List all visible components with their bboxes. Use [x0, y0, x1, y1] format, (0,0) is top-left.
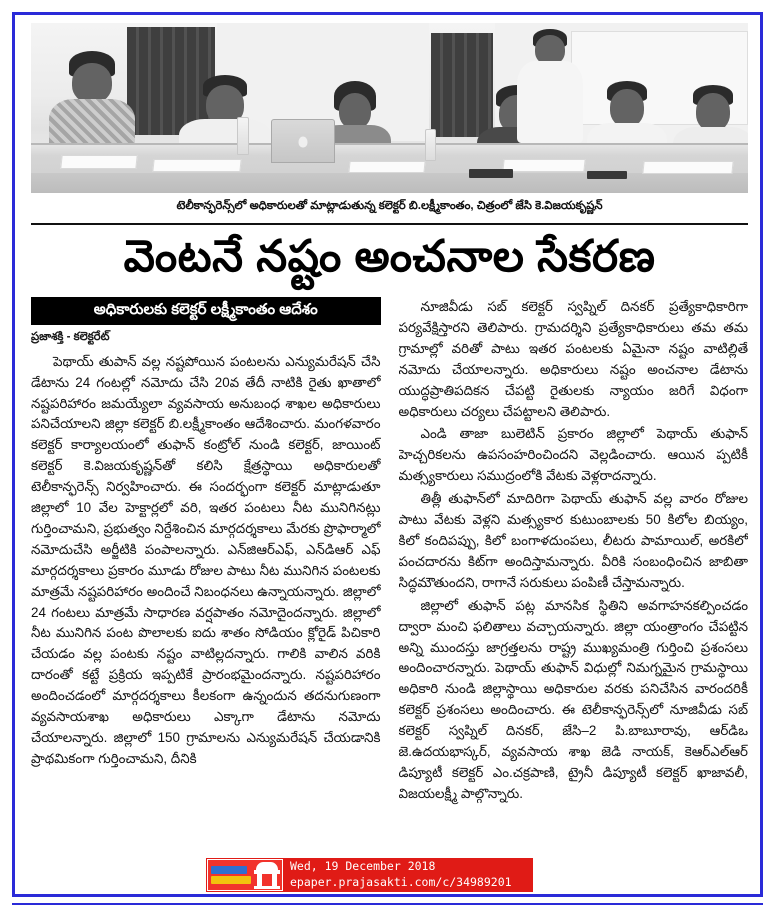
paragraph: నూజివీడు సబ్ కలెక్టర్ స్వప్నిల్ దినకర్ ప్రత్యేకాధికారిగా పర్యవేక్షిస్తారని తెలిపారు. గ్రామదర్శిని ప్రత్యేకాధికారులు తమ తమ గ్రామాల్లో వరితో పాటు ఇతర పంటలకు ఏమైనా నష్టం వాటిల్లితే నమోదు చేయాలన్నారు. అధికారులు నష్టం అంచనాల డేటాను యుద్ధప్రాతిపదికన చేపట్టి రైతులకు న్యాయం జరిగే విధంగా అధికారులు చర్యలు చేపట్టాలని తెలిపారు. [398, 299, 748, 419]
photo-water-bottle [425, 129, 436, 161]
article-column-right [399, 297, 749, 863]
clipping-content [23, 23, 752, 886]
photo-papers [152, 159, 241, 172]
paragraph: తిత్లీ తుఫాన్‌లో మాదిరిగా పెథాయ్ తుఫాన్ వల్ల వారం రోజుల పాటు వేటకు వెళ్లని మత్స్యకార కుటుంబాలకు 50 కిలోల బియ్యం, కిలో కందిపప్పు, కిలో బంగాళదుంపలు, లీటరు పామాయిల్, అరకిలో పంచదారను కిట్‌గా అందిస్తామన్నారు. వీరికి సంబంధించిన జాబితా సిద్ధమౌతుందని, రాగానే సరుకులు పంపిణీ చేస్తామన్నారు. [398, 491, 748, 590]
article-byline: ప్రజాశక్తి - కలెక్టరేట్ [31, 330, 110, 343]
prajasakti-logo [207, 859, 283, 891]
logo-wordmark-line-yellow [211, 876, 251, 884]
paragraph: ఎండి తాజా బులెటిన్ ప్రకారం జిల్లాలో పెథాయ్ తుఫాన్ హెచ్చరికలను ఉపసంహరించిందని వెల్లడించారు. ఆయిన ప్పటికీ మత్స్యకారులు సముద్రంలోకి వేటకు వెళ్లరాదన్నారు. [398, 426, 748, 484]
page-title: వెంటనే నష్టం అంచనాల సేకరణ [123, 232, 656, 281]
photo-scene [31, 23, 748, 193]
epaper-stamp-text [283, 859, 512, 890]
article-column-left [31, 297, 381, 863]
photo-caption: టెలీకాన్ఫరెన్స్‌లో అధికారులతో మాట్లాడుతున్న కలెక్టర్ బి.లక్ష్మీకాంతం, చిత్రంలో జేసి కె.విజయకృష్ణన్ [176, 200, 603, 212]
article-subhead: అధికారులకు కలెక్టర్ లక్ష్మీకాంతం ఆదేశం [31, 297, 381, 325]
photo-papers [642, 161, 733, 174]
photo-table-front [31, 173, 748, 193]
logo-wordmark [208, 866, 254, 884]
epaper-url[interactable]: epaper.prajasakti.com/c/34989201 [290, 875, 512, 889]
caption-divider [31, 223, 748, 225]
photo-laptop [271, 119, 335, 163]
epaper-stamp [206, 858, 533, 892]
photo-papers [348, 161, 425, 173]
temple-icon [254, 861, 280, 889]
clipping-frame [12, 12, 763, 897]
logo-wordmark-line-blue [211, 866, 247, 874]
bottom-divider [12, 903, 763, 905]
article-photo [31, 23, 748, 193]
photo-water-bottle [237, 117, 249, 155]
paragraph: పెథాయ్ తుపాన్ వల్ల నష్టపోయిన పంటలను ఎన్యుమరేషన్ చేసి డేటాను 24 గంటల్లో నమోదు చేసి 20వ తేదీ నాటికి రైతు ఖాతాలో నష్టపరిహారం జమయ్యేలా వ్యవసాయ అనుబంధ శాఖల అధికారులు పనిచేయాలని జిల్లా కలెక్టర్ బి.లక్ష్మీకాంతం ఆదేశించారు. మంగళవారం కలెక్టర్ కార్యాలయంలో తుఫాన్ కంట్రోల్ నుండి కలెక్టర్, జాయింట్ కలెక్టర్ కె.విజయకృష్ణన్‌తో కలిసి క్షేత్రస్థాయి అధికారులతో టెలీకాన్ఫరెన్స్ నిర్వహించారు. ఈ సందర్భంగా కలెక్టర్ మాట్లాడుతూ జిల్లాలో 10 వేల హెక్టార్లలో వరి, ఇతర పంటలు నీట మునిగినట్లు గుర్తించామని, ప్రభుత్వం నిర్దేశించిన మార్గదర్శకాలు మేరకు ప్రొఫార్మాలో నమోదుచేసి అర్జీటికి పంపాలన్నారు. ఎన్‌జిఆర్‌ఎఫ్, ఎన్‌డిఆర్ ఎఫ్ మార్గదర్శకాలు ప్రకారం మూడు రోజుల పాటు నీట మునిగిన పంటలకు మాత్రమే నష్టపరిహారం అందించే నిబంధనలు ఉన్నాయన్నారు. జిల్లాలో 24 గంటలు మాత్రమే సాధారణ వర్షపాతం నమోదైందన్నారు. జిల్లాలో నీట మునిగిన పంట పొలాలకు ఐదు శాతం సోడియం క్లోరైడ్ పిచికారి చేయడం వల్ల పంటకు నష్టం వాటిల్లదన్నారు. గాలికి వాలిన వరికి దారంతో కట్టే ప్రక్రియ ఇప్పటికే ప్రారంభమైందన్నారు. నష్టపరిహారం అందించడంలో మార్గదర్శకాలు కీలకంగా ఉన్నందున తదనుగుణంగా వ్యవసాయశాఖ అధికారులు ఎక్కాగా డేటాను నమోదు చేయాలన్నారు. జిల్లాలో 150 గ్రామాలను ఎన్యుమరేషన్ చేయడానికి ప్రాథమికంగా గుర్తించామని, దీనికి [31, 353, 381, 766]
photo-person [517, 29, 583, 141]
photo-microphone [469, 169, 513, 178]
publication-date: Wed, 19 December 2018 [290, 859, 436, 874]
paragraph: జిల్లాలో తుఫాన్ పట్ల మానసిక స్థితిని అవగాహనకల్పించడం ద్వారా మంచి ఫలితాలు వచ్చాయన్నారు. జిల్లా యంత్రాంగం చేపట్టిన అన్ని ముందస్తు జాగ్రత్తలను రాష్ట్ర ముఖ్యమంత్రి గుర్తించి ప్రశంసలు అందించారన్నారు. పెథాయ్ తుఫాన్ విధుల్లో నిమగ్నమైన గ్రామస్థాయి అధికారి నుండి జిల్లాస్థాయి అధికారుల వరకు పనిచేసిన వారందరికీ కలెక్టర్ ప్రశంసలు అందించారు. ఈ టెలీకాన్ఫరెన్స్‌లో నూజివీడు సబ్ కలెక్టర్ స్వప్నిల్ దినకర్, జేసి–2 పి.బాబూరావు, ఆర్‌డిఒ జె.ఉదయభాస్కర్, వ్యవసాయ శాఖ జెడి నాయక్, కెఆర్‌ఎల్‌ఆర్ డిప్యూటీ కలెక్టర్ ఎం.చక్రపాణి, ట్రైనీ డిప్యూటీ కలెక్టర్ ఖాజావలీ, విజయలక్ష్మీ పాల్గొన్నారు. [398, 597, 748, 801]
article-body [31, 297, 748, 863]
photo-microphone [587, 171, 627, 179]
photo-papers [60, 155, 137, 169]
photo-papers [502, 159, 585, 172]
